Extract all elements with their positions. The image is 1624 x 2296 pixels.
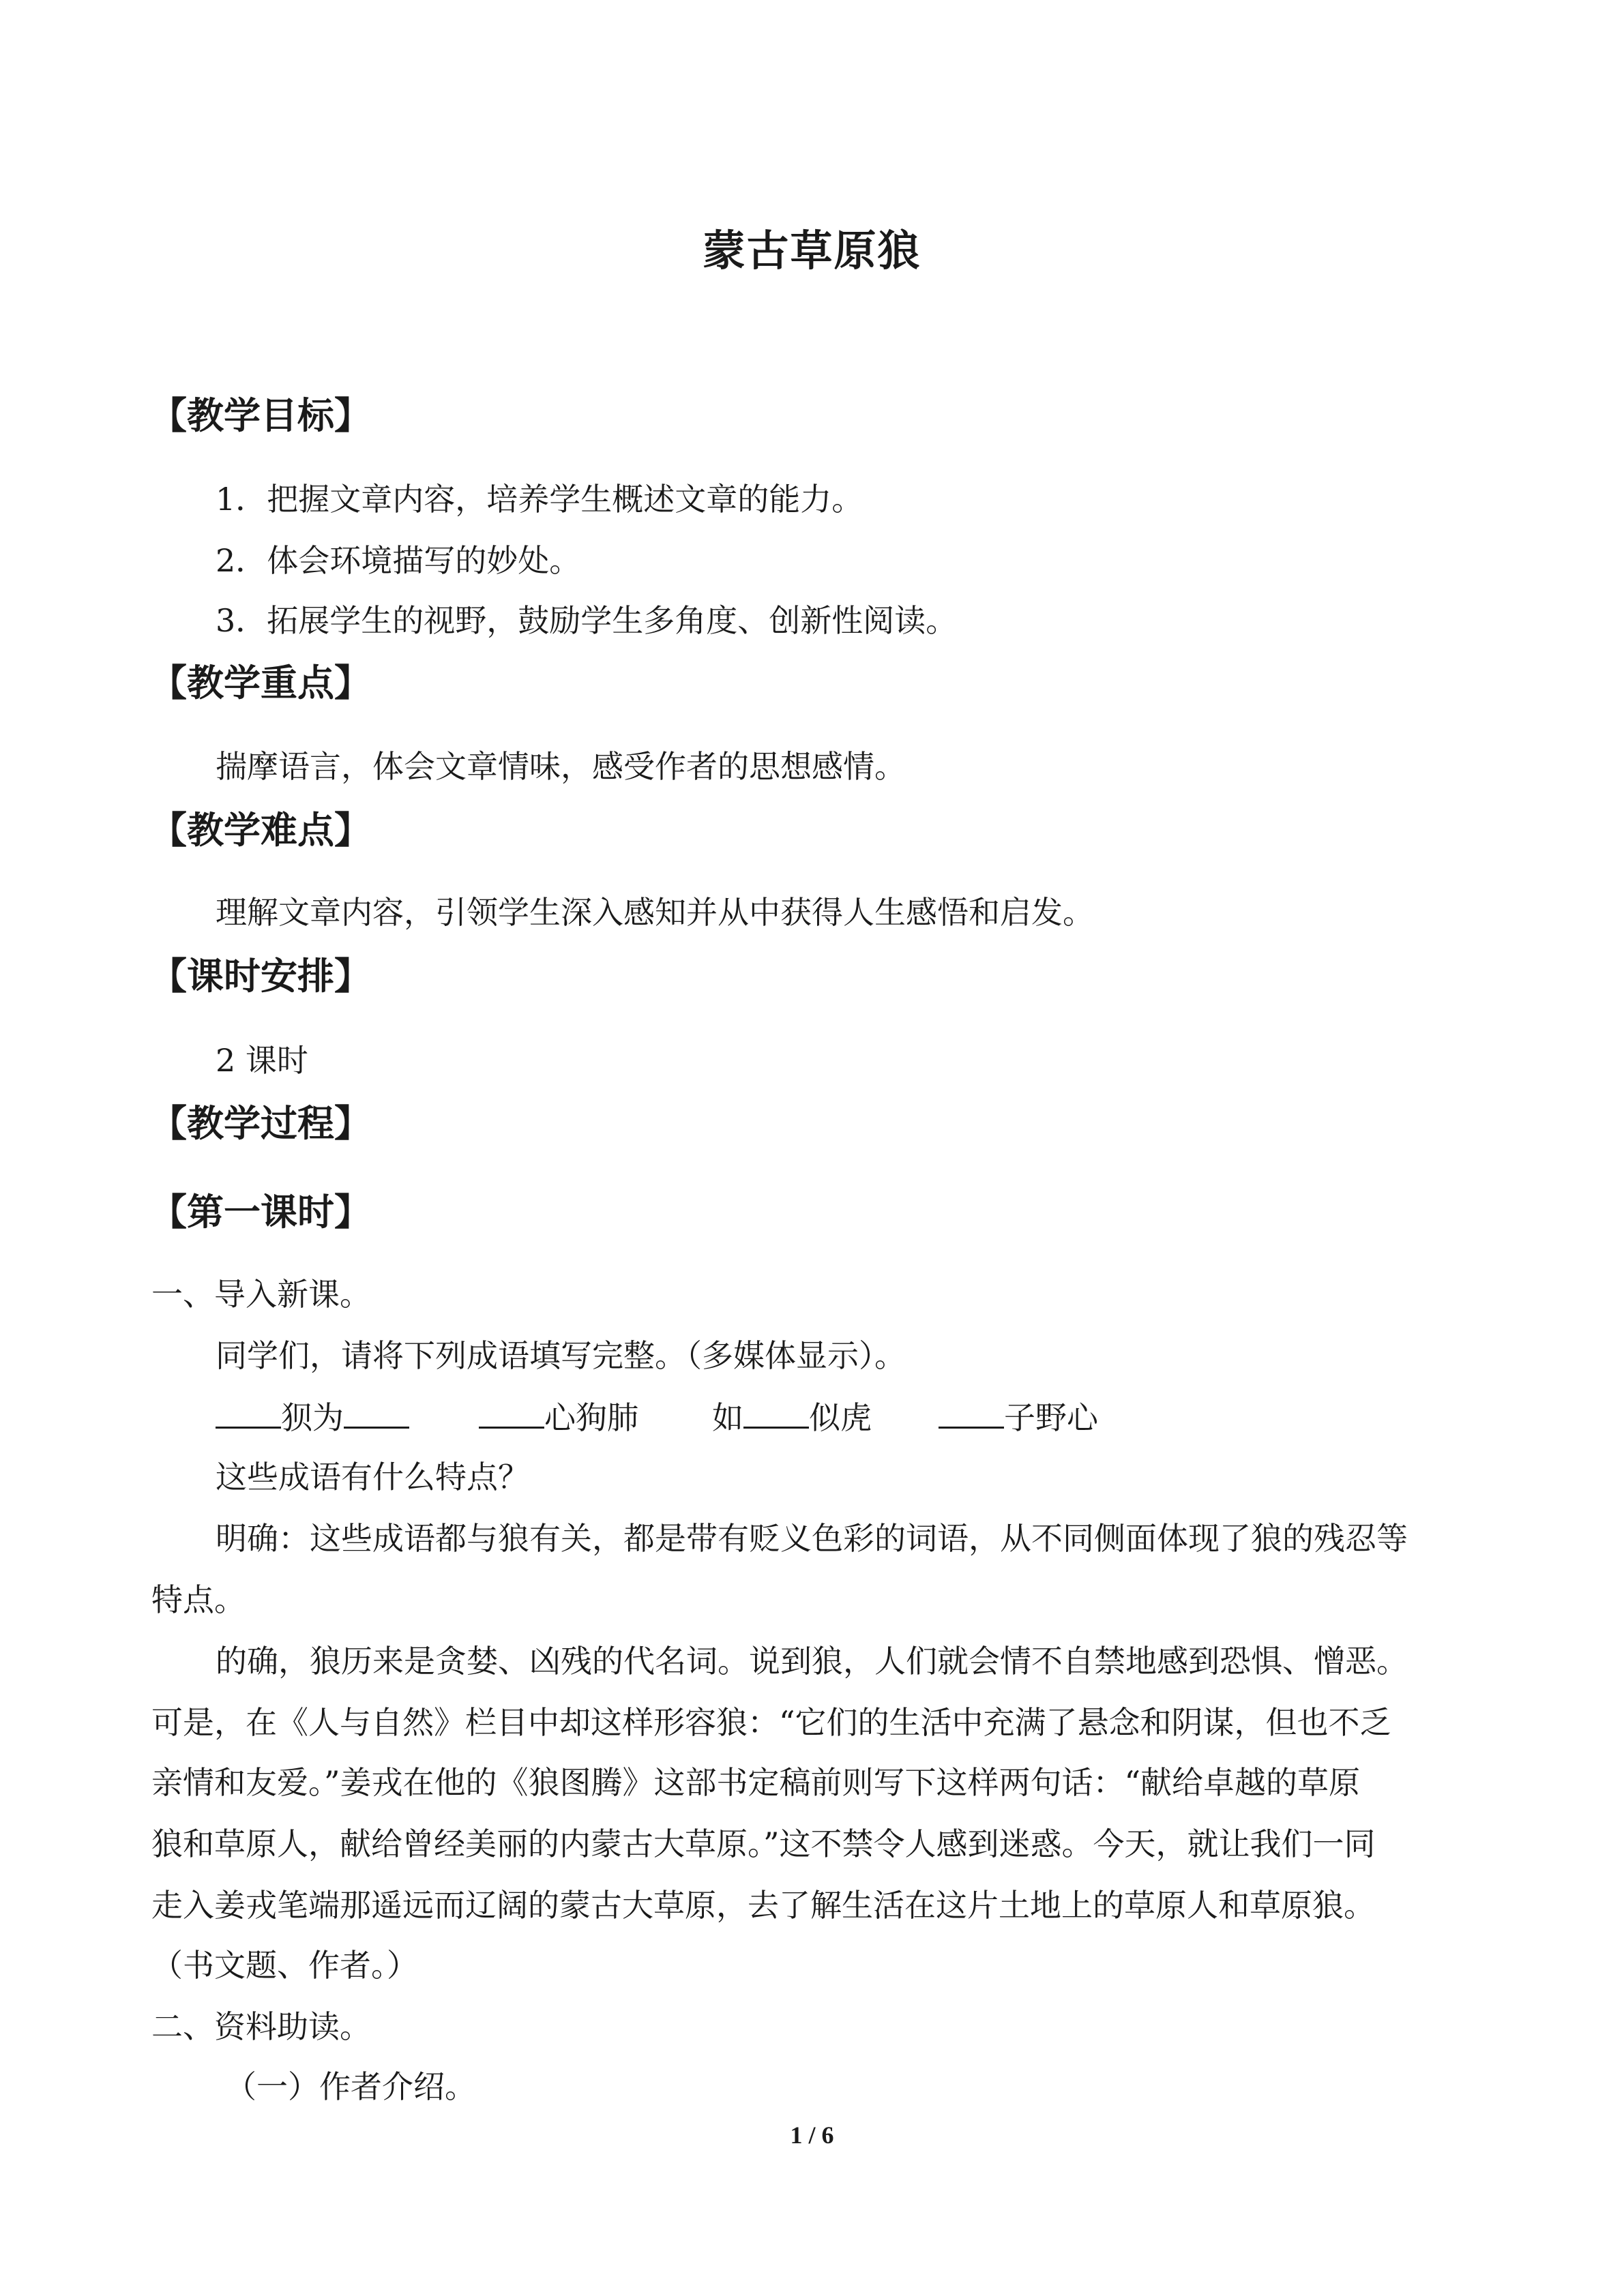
idiom-4: 子野心 [939, 1397, 1098, 1438]
intro-line-5: 走入姜戎笔端那遥远而辽阔的蒙古大草原，去了解生活在这片土地上的草原人和草原狼。 [151, 1887, 1375, 1924]
idiom-3: 如 似虎 [712, 1397, 872, 1438]
answer-line-1: 明确：这些成语都与狼有关，都是带有贬义色彩的词语，从不同侧面体现了狼的残忍等 [216, 1520, 1408, 1557]
step-two-title: 二、资料助读。 [151, 2008, 371, 2045]
instruction-text: 同学们，请将下列成语填写完整。（多媒体显示）。 [216, 1337, 906, 1374]
lesson-one-heading: 【第一课时】 [150, 1191, 371, 1234]
idiom-2: 心狗肺 [479, 1397, 638, 1438]
intro-line-6: （书文题、作者。） [151, 1947, 418, 1984]
schedule-text: 2 课时 [216, 1042, 308, 1079]
idiom-1: 狈为 [216, 1397, 409, 1438]
schedule-heading: 【课时安排】 [150, 955, 371, 998]
intro-line-1: 的确，狼历来是贪婪、凶残的代名词。说到狼，人们就会情不自禁地感到恐惧、憎恶。 [216, 1643, 1408, 1680]
document-title: 蒙古草原狼 [703, 226, 921, 275]
intro-line-4: 狼和草原人，献给曾经美丽的内蒙古大草原。”这不禁令人感到迷惑。今天，就让我们一同 [151, 1825, 1376, 1862]
objective-item-3: 3．拓展学生的视野，鼓励学生多角度、创新性阅读。 [216, 602, 958, 639]
objectives-heading: 【教学目标】 [150, 394, 371, 437]
intro-line-3: 亲情和友爱。”姜戎在他的《狼图腾》这部书定稿前则写下这样两句话：“献给卓越的草原 [151, 1764, 1361, 1801]
answer-line-2: 特点。 [151, 1581, 246, 1618]
key-points-text: 揣摩语言，体会文章情味，感受作者的思想感情。 [216, 748, 906, 785]
question-text: 这些成语有什么特点？ [216, 1459, 529, 1495]
blank [216, 1397, 281, 1429]
key-points-heading: 【教学重点】 [150, 661, 371, 704]
blank [743, 1397, 809, 1429]
objective-item-1: 1．把握文章内容，培养学生概述文章的能力。 [216, 481, 863, 518]
blank [479, 1397, 544, 1429]
intro-line-2: 可是，在《人与自然》栏目中却这样形容狼：“它们的生活中充满了悬念和阴谋，但也不乏 [151, 1704, 1391, 1741]
sub-section-one: （一）作者介绍。 [225, 2068, 476, 2105]
page-number: 1 / 6 [790, 2121, 834, 2149]
blank [344, 1397, 409, 1429]
objective-item-2: 2．体会环境描写的妙处。 [216, 542, 581, 579]
blank [939, 1397, 1004, 1429]
process-heading: 【教学过程】 [150, 1102, 371, 1145]
difficulties-heading: 【教学难点】 [150, 809, 371, 852]
difficulties-text: 理解文章内容，引领学生深入感知并从中获得人生感悟和启发。 [216, 894, 1094, 931]
step-one-title: 一、导入新课。 [151, 1276, 371, 1313]
